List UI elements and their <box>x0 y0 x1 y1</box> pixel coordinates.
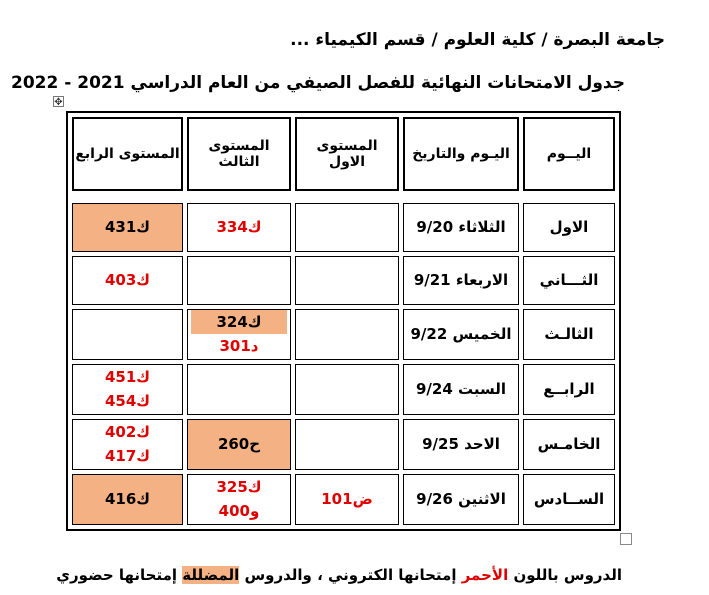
exam-schedule-table <box>66 111 621 531</box>
day-date: الثلاثاء 9/20 <box>403 203 519 252</box>
legend-red-word: الأحمر <box>461 566 509 584</box>
day-ordinal: الثـــاني <box>523 256 615 305</box>
table-header-row <box>72 117 615 191</box>
course-code: د301 <box>219 337 259 356</box>
course-code: ك454 <box>104 392 151 411</box>
level-1-cell <box>295 419 399 470</box>
course-code: ك416 <box>104 490 151 509</box>
table-resize-handle[interactable] <box>620 533 632 545</box>
level-3-cell <box>187 203 291 252</box>
legend-text-1: الدروس باللون <box>508 566 622 584</box>
level-3-cell <box>187 309 291 360</box>
day-date: الاحد 9/25 <box>403 419 519 470</box>
header-level-1: المستوى الاول <box>295 117 399 191</box>
legend-shaded-word: المضللة <box>182 566 240 584</box>
level-3-cell <box>187 419 291 470</box>
level-4-cell <box>72 203 183 252</box>
level-3-cell <box>187 364 291 415</box>
course-code: ك451 <box>104 368 151 387</box>
table-move-handle-icon[interactable]: ✥ <box>54 97 63 108</box>
table-row <box>72 203 615 252</box>
day-ordinal: الرابــع <box>523 364 615 415</box>
day-date: الاربعاء 9/21 <box>403 256 519 305</box>
course-code: ك334 <box>216 218 262 237</box>
level-3-cell <box>187 474 291 525</box>
day-ordinal: الاول <box>523 203 615 252</box>
level-1-cell <box>295 364 399 415</box>
day-ordinal: الثالـث <box>523 309 615 360</box>
level-4-cell <box>72 256 183 305</box>
day-ordinal: الخامـس <box>523 419 615 470</box>
level-1-cell <box>295 309 399 360</box>
day-date: الخميس 9/22 <box>403 309 519 360</box>
course-code: ك403 <box>104 271 151 290</box>
level-4-cell <box>72 364 183 415</box>
level-4-cell <box>72 474 183 525</box>
university-header: جامعة البصرة / كلية العلوم / قسم الكيمياء ... <box>290 30 665 50</box>
header-day-date: اليـوم والتاريخ <box>403 117 519 191</box>
legend-text-3: إمتحانها حضوري <box>56 566 183 584</box>
level-3-cell <box>187 256 291 305</box>
day-ordinal: الســادس <box>523 474 615 525</box>
level-1-cell <box>295 203 399 252</box>
legend-text-2: إمتحانها الكتروني ، والدروس <box>239 566 462 584</box>
level-1-cell <box>295 474 399 525</box>
course-code: ك402 <box>104 423 151 442</box>
course-code: ك417 <box>104 447 151 466</box>
course-code: ك324 <box>191 310 287 334</box>
level-4-cell <box>72 419 183 470</box>
course-code: و400 <box>218 502 260 521</box>
table-row <box>72 309 615 360</box>
table-row <box>72 419 615 470</box>
day-date: الاثنين 9/26 <box>403 474 519 525</box>
day-date: السبت 9/24 <box>403 364 519 415</box>
table-row <box>72 474 615 525</box>
table-row <box>72 256 615 305</box>
course-code: ك325 <box>216 478 262 497</box>
course-code: ض101 <box>321 490 373 509</box>
course-code: ح260 <box>217 435 261 454</box>
level-4-cell <box>72 309 183 360</box>
header-level-3: المستوى الثالث <box>187 117 291 191</box>
header-level-4: المستوى الرابع <box>72 117 183 191</box>
course-code: ك431 <box>104 218 151 237</box>
table-row <box>72 364 615 415</box>
legend-note <box>0 566 622 584</box>
header-day: اليــوم <box>523 117 615 191</box>
schedule-title: جدول الامتحانات النهائية للفصل الصيفي من العام الدراسي 2021 - 2022 <box>11 73 625 93</box>
level-1-cell <box>295 256 399 305</box>
